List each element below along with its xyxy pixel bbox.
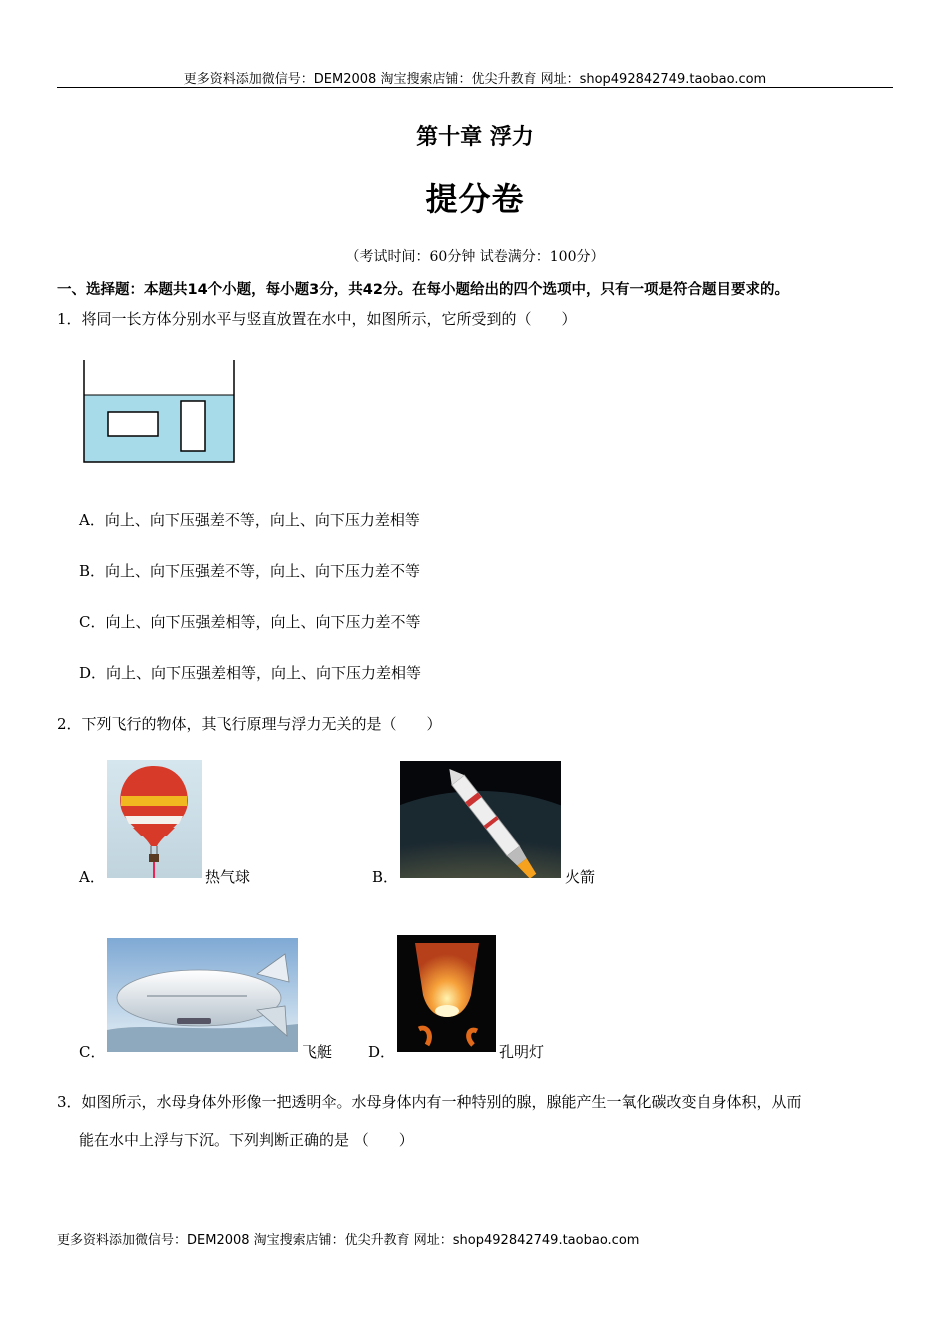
chapter-title: 第十章 浮力 — [416, 124, 534, 150]
header-note: 更多资料添加微信号：DEM2008 淘宝搜索店铺：优尖升教育 网址：shop492842749.taobao.com — [183, 72, 767, 87]
question-2-option-c-label: 飞艇 — [302, 1043, 333, 1061]
airship-icon — [107, 938, 298, 1052]
question-2-option-d-letter: D． — [368, 1043, 396, 1061]
question-3-stem-line-1: 3．如图所示，水母身体外形像一把透明伞。水母身体内有一种特别的腺，腺能产生一氧化碳改变自身体积，从而 — [57, 1093, 802, 1111]
hot-air-balloon-icon — [107, 760, 202, 878]
question-2-option-b-label: 火箭 — [565, 868, 596, 886]
vertical-block — [181, 401, 205, 451]
question-2-option-d-label: 孔明灯 — [499, 1043, 545, 1061]
question-1-option-a: A．向上、向下压强差不等，向上、向下压力差相等 — [79, 511, 420, 529]
rocket-icon — [400, 761, 561, 878]
question-1-option-d: D．向上、向下压强差相等，向上、向下压力差相等 — [79, 664, 422, 682]
question-1-figure — [82, 358, 237, 466]
header-divider — [57, 87, 893, 88]
question-2-option-b-letter: B． — [372, 868, 399, 886]
question-1-stem: 1．将同一长方体分别水平与竖直放置在水中，如图所示，它所受到的（ ） — [57, 310, 577, 328]
page-title: 提分卷 — [425, 180, 525, 218]
question-2-option-a-letter: A． — [79, 868, 105, 886]
sky-lantern-icon — [397, 935, 496, 1052]
horizontal-block — [108, 412, 158, 436]
question-2-stem: 2．下列飞行的物体，其飞行原理与浮力无关的是（ ） — [57, 715, 442, 733]
question-2-option-a-label: 热气球 — [205, 868, 251, 886]
section-heading-choice: 一、选择题：本题共14个小题，每小题3分，共42分。在每小题给出的四个选项中，只有一项是符合题目要求的。 — [57, 282, 789, 298]
question-3-stem-line-2: 能在水中上浮与下沉。下列判断正确的是 （ ） — [79, 1131, 414, 1149]
water-fill — [84, 395, 234, 462]
exam-info: （考试时间：60分钟 试卷满分：100分） — [345, 249, 605, 265]
question-1-option-c: C．向上、向下压强差相等，向上、向下压力差不等 — [79, 613, 421, 631]
question-2-option-c-letter: C． — [79, 1043, 106, 1061]
question-1-option-b: B．向上、向下压强差不等，向上、向下压力差不等 — [79, 562, 421, 580]
footer-note: 更多资料添加微信号：DEM2008 淘宝搜索店铺：优尖升教育 网址：shop492842749.taobao.com — [57, 1233, 640, 1248]
